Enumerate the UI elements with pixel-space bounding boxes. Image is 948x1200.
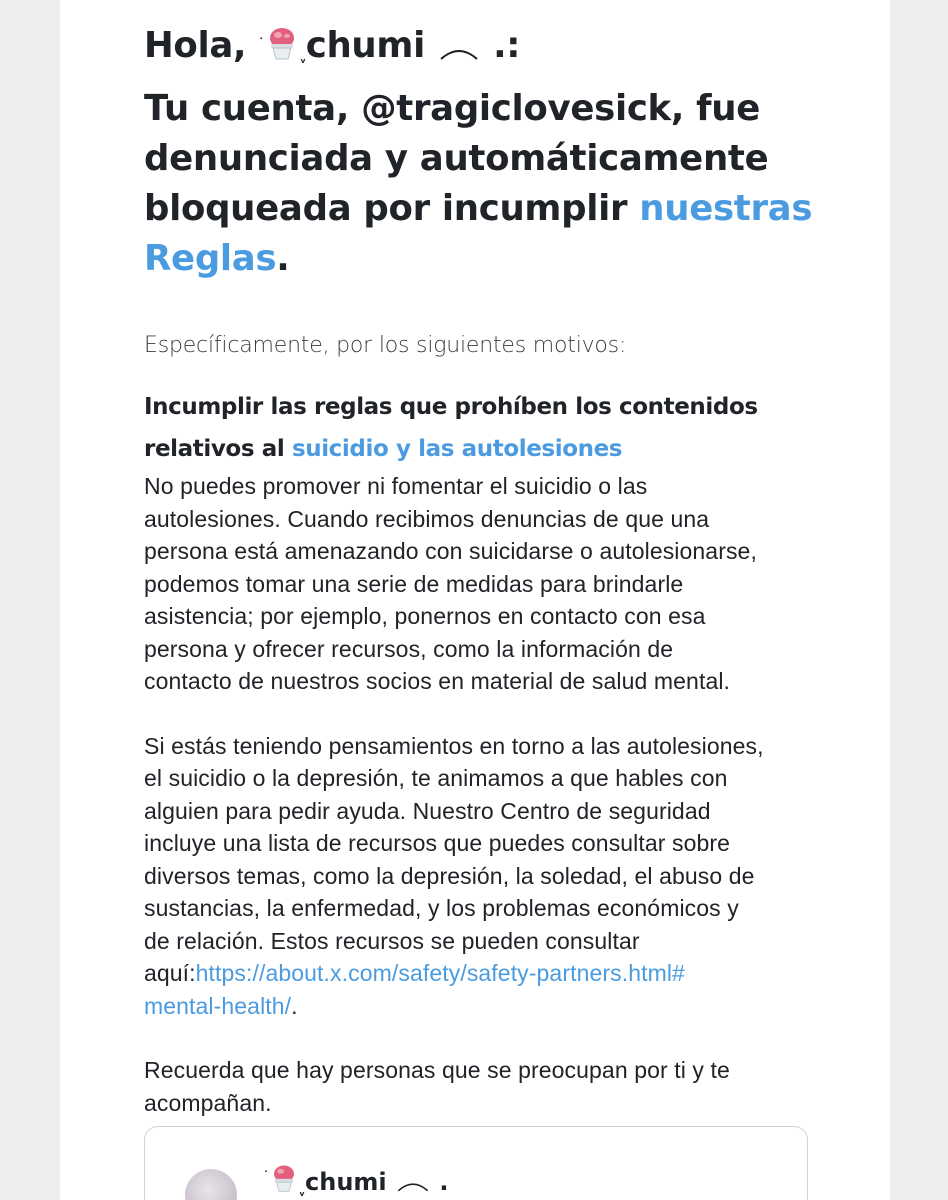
paragraph-line: Recuerda que hay personas que se preocupan por ti y te bbox=[144, 1057, 730, 1083]
paragraph-line: persona y ofrecer recursos, como la información de bbox=[144, 635, 674, 662]
violation-title bbox=[144, 386, 824, 470]
greeting-prefix: Hola, bbox=[144, 25, 247, 66]
paragraph-line bbox=[144, 957, 824, 990]
paragraph-line: asistencia; por ejemplo, ponernos en contacto con esa bbox=[144, 603, 706, 629]
link-prefix: aquí: bbox=[144, 960, 196, 986]
email-body bbox=[144, 18, 824, 1119]
paragraph-line: alguien para pedir ayuda. Nuestro Centro de seguridad bbox=[144, 797, 711, 824]
embed-display-name: chumi bbox=[305, 1168, 387, 1196]
safety-partners-link-cont[interactable]: mental-health/ bbox=[144, 992, 292, 1019]
paragraph-line: diversos temas, como la depresión, la soledad, el abuso de bbox=[144, 862, 755, 889]
avatar bbox=[185, 1169, 237, 1200]
paragraph-line: incluye una lista de recursos que puedes consultar sobre bbox=[144, 830, 731, 856]
rules-link-part1[interactable]: nuestras bbox=[639, 188, 813, 229]
violation-title-line2 bbox=[144, 428, 824, 470]
greeting-suffix: .: bbox=[493, 25, 521, 66]
notice-heading bbox=[144, 18, 824, 284]
heading-line-5 bbox=[144, 234, 824, 284]
paragraph-line: contacto de nuestros socios en material de salud mental. bbox=[144, 668, 731, 694]
embed-display-name-row bbox=[263, 1163, 449, 1199]
paragraph-line bbox=[144, 990, 824, 1023]
sparkle-dot: ˙ bbox=[258, 36, 264, 50]
shaved-ice-icon bbox=[264, 25, 300, 61]
suicide-self-harm-link[interactable]: suicidio y las autolesiones bbox=[291, 436, 623, 462]
sparkle-dot: ˙ bbox=[263, 1169, 269, 1183]
paragraph-line: No puedes promover ni fomentar el suicidio o las bbox=[144, 473, 648, 499]
heading-line-4-text: bloqueada por incumplir bbox=[144, 188, 640, 229]
paragraph-line: Si estás teniendo pensamientos en torno a las autolesiones, bbox=[144, 732, 764, 759]
reasons-intro: Específicamente, por los siguientes motivos: bbox=[144, 333, 627, 358]
embed-suffix: . bbox=[439, 1168, 449, 1196]
small-heart-icon: ᵥ bbox=[299, 52, 306, 66]
paragraph-line: podemos tomar una serie de medidas para brindarle bbox=[144, 570, 684, 597]
violation-title-line1: Incumplir las reglas que prohíben los contenidos bbox=[144, 394, 758, 420]
greeting-line bbox=[144, 18, 824, 84]
shaved-ice-icon bbox=[269, 1163, 299, 1193]
heading-line-2: Tu cuenta, @tragiclovesick, fue bbox=[144, 88, 761, 129]
paragraph-help bbox=[144, 730, 824, 1023]
account-embed-card[interactable] bbox=[144, 1126, 808, 1200]
paragraph-line: sustancias, la enfermedad, y los problemas económicos y bbox=[144, 895, 739, 921]
paragraph-line: de relación. Estos recursos se pueden consultar bbox=[144, 927, 640, 954]
heading-end-period: . bbox=[276, 238, 290, 279]
violation-title-text: relativos al bbox=[144, 436, 292, 462]
heading-line-3: denunciada y automáticamente bbox=[144, 138, 769, 179]
paragraph-line: el suicidio o la depresión, te animamos a que hables con bbox=[144, 765, 728, 791]
rules-link-part2[interactable]: Reglas bbox=[144, 238, 277, 279]
paragraph-reminder bbox=[144, 1054, 824, 1119]
small-heart-icon: ᵥ bbox=[299, 1185, 306, 1199]
tilde-wave-icon bbox=[395, 1168, 431, 1196]
paragraph-policy bbox=[144, 470, 824, 698]
paragraph-end: . bbox=[291, 992, 298, 1019]
paragraph-line: persona está amenazando con suicidarse o autolesionarse, bbox=[144, 538, 757, 564]
safety-partners-link[interactable]: https://about.x.com/safety/safety-partners.html# bbox=[195, 960, 685, 986]
paragraph-line: autolesiones. Cuando recibimos denuncias de que una bbox=[144, 505, 710, 532]
tilde-wave-icon bbox=[437, 25, 481, 66]
email-card bbox=[60, 0, 890, 1200]
heading-line-4 bbox=[144, 184, 824, 234]
display-name: chumi bbox=[305, 25, 425, 66]
paragraph-line: acompañan. bbox=[144, 1089, 272, 1116]
